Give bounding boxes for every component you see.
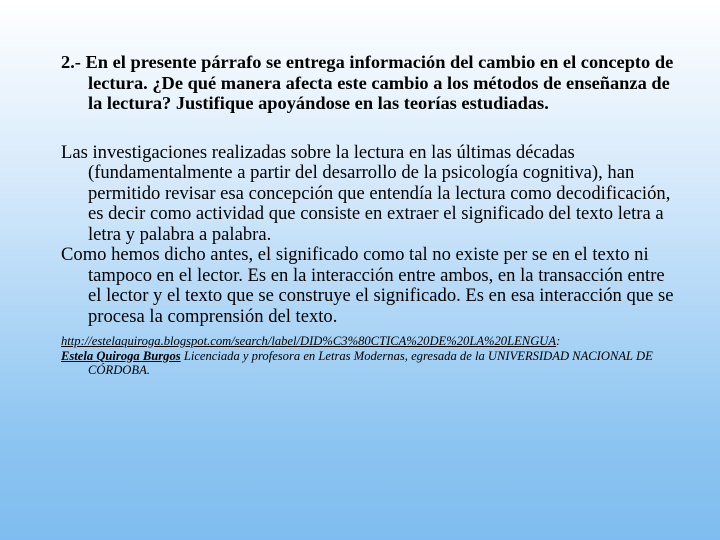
answer-paragraph-2: Como hemos dicho antes, el significado como tal no existe per se en el texto ni tampoco en el lector. Es en la interacción entre ambos, en la transacción entre el lector y el texto que se construye el significado. Es en esa interacción que se procesa la comprensión del texto. — [61, 244, 674, 327]
question-text: 2.- En el presente párrafo se entrega información del cambio en el concepto de lectura. ¿De qué manera afecta este cambio a los métodos de enseñanza de la lectura? Justifique apoyándose en las teorías estudiadas. — [61, 52, 674, 113]
answer-paragraph-1: Las investigaciones realizadas sobre la lectura en las últimas décadas (fundamentalmente a partir del desarrollo de la psicología cognitiva), han permitido revisar esa concepción que entendía la lectura como decodificación, es decir como actividad que consiste en extraer el significado del texto letra a letra y palabra a palabra. — [61, 141, 671, 245]
source-link[interactable]: http://estelaquiroga.blogspot.com/search/label/DID%C3%80CTICA%20DE%20LA%20LENGUA — [61, 334, 557, 348]
answer-block — [61, 143, 681, 328]
author-name: Estela Quiroga Burgos — [61, 348, 181, 363]
source-link-suffix: : — [556, 334, 561, 348]
author-line — [61, 349, 681, 378]
source-block — [61, 334, 681, 378]
author-description: Licenciada y profesora en Letras Modernas, egresada de la UNIVERSIDAD NACIONAL DE CÓRDOBA. — [88, 348, 653, 377]
slide-content — [61, 52, 681, 378]
source-link-line — [61, 334, 681, 349]
